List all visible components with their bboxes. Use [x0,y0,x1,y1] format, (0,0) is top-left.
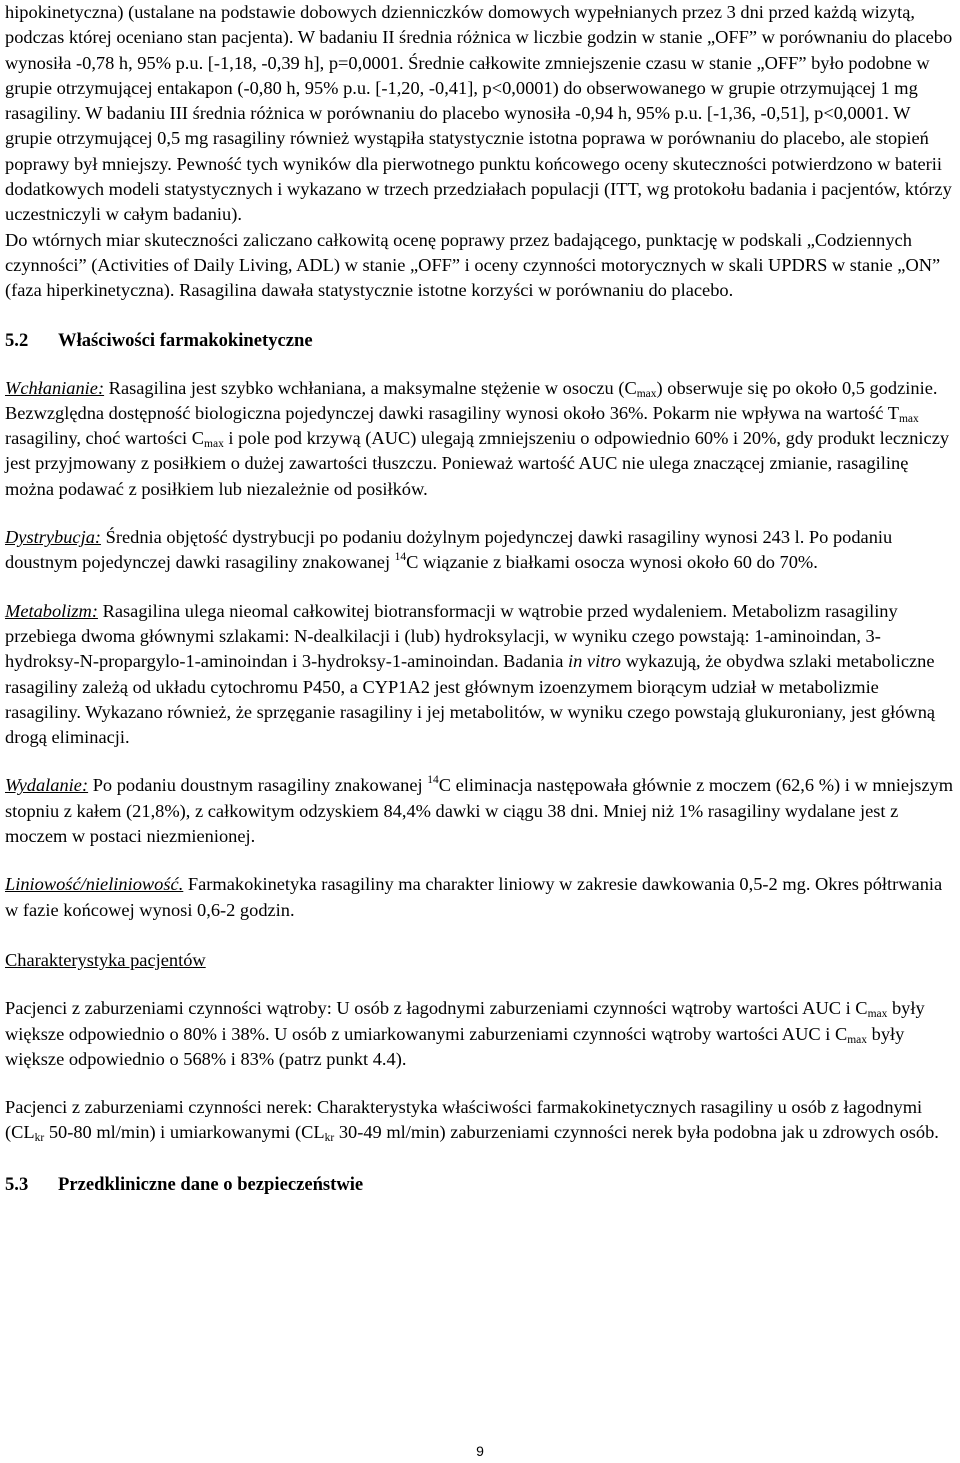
text-run: Farmakokinetyka rasagiliny ma charakter liniowy w zakresie dawkowania 0,5-2 mg. Okres półtrwania w fazie końcowej wynosi 0,6-2 godzin. [5,874,943,920]
section-title: Przedkliniczne dane o bezpieczeństwie [58,1173,364,1195]
metabolizm-paragraph [5,599,955,751]
text-run: i pole pod krzywą (AUC) ulegają zmniejszeniu o odpowiednio 60% i 20%, gdy produkt leczniczy jest przyjmowany z posiłkiem o dużej zawartości tłuszczu. Ponieważ wartość AUC nie ulega znaczącej zmianie, rasagilinę można podawać z posiłkiem lub niezależnie od posiłków. [5,428,950,499]
section-5-3-heading [5,1172,955,1197]
charakterystyka-label: Charakterystyka pacjentów [5,949,206,970]
section-5-2-heading [5,328,955,353]
text-run: C wiązanie z białkami osocza wynosi około 60 do 70%. [406,552,818,573]
text-run: Po podaniu doustnym rasagiliny znakowanej [88,775,428,796]
text-run: były większe odpowiednio o 80% i 38%. U osób z umiarkowanymi zaburzeniami czynności wątroby wartości AUC i C [5,998,925,1044]
liniowosc-label: Liniowość/nieliniowość. [5,874,184,895]
liniowosc-paragraph [5,872,955,923]
text-run: C eliminacja następowała głównie z moczem (62,6 %) i w mniejszym stopniu z kałem (21,8%), z całkowitym odzyskiem 84,4% dawki w ciągu 38 dni. Mniej niż 1% rasagiliny wydalane jest z moczem w postaci niezmienionej. [5,775,954,847]
section-number: 5.2 [5,329,29,351]
intro-paragraph-1: hipokinetyczna) (ustalane na podstawie dobowych dzienniczków domowych wypełnianych przez 3 dni przed każdą wizytą, podczas której oceniano stan pacjenta). W badaniu II średnia różnica w liczbie godzin w stanie „OFF” w porównaniu do placebo wynosiła -0,78 h, 95% p.u. [-1,18, -0,39 h], p=0,0001. Średnie całkowite zmniejszenie czasu w stanie „OFF” było podobne w grupie otrzymującej entakapon (-0,80 h, 95% p.u. [-1,20, -0,41], p<0,0001) do obserwowanego w grupie otrzymującej 1 mg rasagiliny. W badaniu III średnia różnica w porównaniu do placebo wynosiła -0,94 h, 95% p.u. [-1,36, -0,51], p<0,0001. W grupie otrzymującej 0,5 mg rasagiliny również wystąpiła statystycznie istotna poprawa w porównaniu do placebo, ale stopień poprawy był mniejszy. Pewność tych wyników dla pierwotnego punktu końcowego oceny skuteczności potwierdzono w baterii dodatkowych modeli statystycznych i wykazano w trzech przedziałach populacji (ITT, wg protokołu badania i pacjentów, którzy uczestniczyli w całym badaniu). [5,2,953,225]
text-run: Średnia objętość dystrybucji po podaniu dożylnym pojedynczej dawki rasagiliny wynosi 243 l. Po podaniu doustnym pojedynczej dawki rasagiliny znakowanej [5,527,893,573]
document-page [5,0,955,1220]
subscript: max [847,1033,868,1046]
text-run: rasagiliny, choć wartości C [5,428,205,449]
intro-paragraph-2: Do wtórnych miar skuteczności zaliczano całkowitą ocenę poprawy przez badającego, punktację w podskali „Codziennych czynności” (Activities of Daily Living, ADL) w stanie „OFF” i oceny czynności motorycznych w skali UPDRS w stanie „ON” (faza hiperkinetyczna). Rasagilina dawała statystycznie istotne korzyści w porównaniu do placebo. [5,229,941,301]
text-run: ) obserwuje się po około 0,5 godzinie. Bezwzględna dostępność biologiczna pojedynczej dawki rasagiliny wynosi około 36%. Pokarm nie wpływa na wartość T [5,377,938,423]
subscript: kr [34,1132,45,1145]
subscript: kr [324,1132,335,1145]
text-run: Pacjenci z zaburzeniami czynności wątroby: U osób z łagodnymi zaburzeniami czynności wątroby wartości AUC i C [5,998,868,1019]
text-run: Rasagilina ulega nieomal całkowitej biotransformacji w wątrobie przed wydaleniem. Metabolizm rasagiliny przebiega dwoma głównymi szlakami: N-dealkilacji i (lub) hydroksylacji, w wyniku czego powstają: 1-aminoindan, 3-hydroksy-N-propargylo-1-aminoindan i 3-hydroksy-1-aminoindan. Badania [5,600,898,672]
text-run: wykazują, że obydwa szlaki metaboliczne rasagiliny zależą od układu cytochromu P450, a CYP1A2 jest głównym izoenzymem biorącym udział w metabolizmie rasagiliny. Wykazano również, że sprzęganie rasagiliny i jej metabolitów, w wyniku czego powstają glukuroniany, jest główną drogą eliminacji. [5,651,936,748]
dystrybucja-paragraph [5,525,955,576]
subscript: max [636,387,657,400]
metabolizm-label: Metabolizm: [5,600,98,621]
text-run: były większe odpowiednio o 568% i 83% (patrz punkt 4.4). [5,1023,905,1069]
page-number: 9 [476,1443,484,1459]
subscript: max [898,412,919,425]
text-run: Pacjenci z zaburzeniami czynności nerek: Charakterystyka właściwości farmakokinetycznych rasagiliny u osób z łagodnymi (CL [5,1097,923,1143]
wchlanianie-paragraph [5,376,955,502]
charakterystyka-heading [5,948,955,973]
section-title: Właściwości farmakokinetyczne [58,329,313,351]
watroba-paragraph [5,996,955,1072]
superscript: 14 [394,551,407,564]
text-run: 50-80 ml/min) i umiarkowanymi (CL [44,1122,325,1143]
subscript: max [867,1008,888,1021]
subscript: max [204,438,224,451]
nerki-paragraph [5,1095,955,1146]
wydalanie-paragraph [5,773,955,849]
italic-term: in vitro [568,651,621,672]
wydalanie-label: Wydalanie: [5,775,89,796]
text-run: Rasagilina jest szybko wchłaniana, a maksymalne stężenie w osoczu (C [104,377,637,398]
text-run: 30-49 ml/min) zaburzeniami czynności nerek była podobna jak u zdrowych osób. [334,1122,939,1143]
dystrybucja-label: Dystrybucja: [5,527,102,548]
superscript: 14 [427,774,439,787]
wchlanianie-label: Wchłanianie: [5,377,105,398]
section-number: 5.3 [5,1173,29,1195]
